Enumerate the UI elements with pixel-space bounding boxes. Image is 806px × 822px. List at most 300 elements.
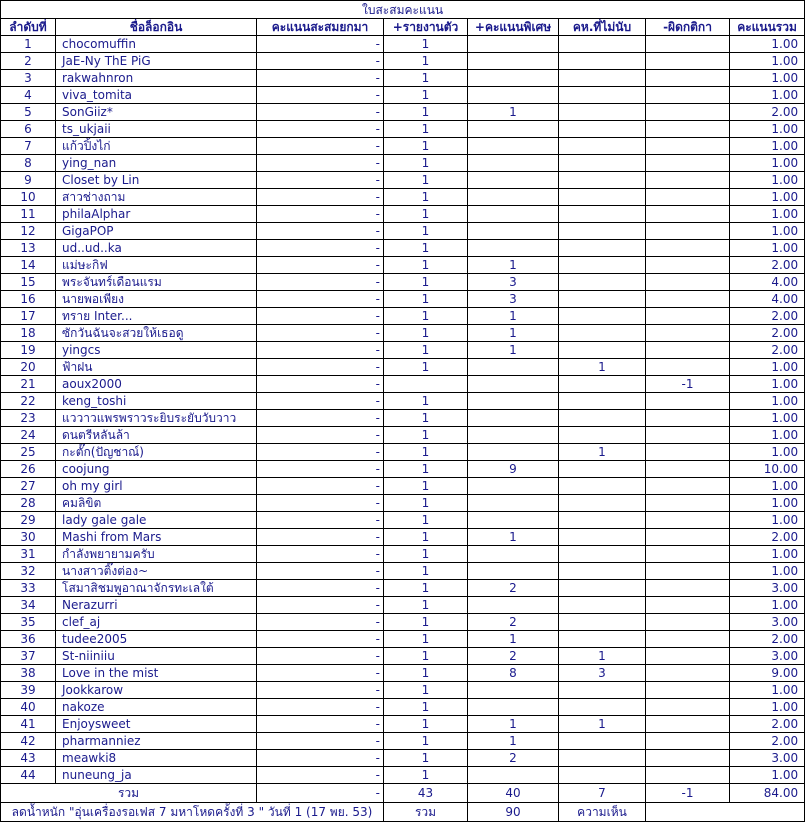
bonus-cell bbox=[468, 410, 559, 427]
carried-score-cell: - bbox=[257, 427, 384, 444]
header-bonus: +คะแนนพิเศษ bbox=[468, 19, 559, 36]
carried-score-cell: - bbox=[257, 461, 384, 478]
penalty-cell bbox=[646, 189, 730, 206]
login-name-cell: ดนตรีหลันล้า bbox=[56, 427, 257, 444]
carried-score-cell: - bbox=[257, 53, 384, 70]
rank-cell: 7 bbox=[1, 138, 56, 155]
bonus-cell: 1 bbox=[468, 257, 559, 274]
table-row bbox=[1, 444, 805, 461]
login-name-cell: โสมาสิชมพูอาณาจักรทะเลใต้ bbox=[56, 580, 257, 597]
rank-cell: 15 bbox=[1, 274, 56, 291]
report-cell: 1 bbox=[384, 682, 468, 699]
total-cell: 2.00 bbox=[730, 104, 805, 121]
rank-cell: 12 bbox=[1, 223, 56, 240]
table-row bbox=[1, 614, 805, 631]
total-cell: 4.00 bbox=[730, 291, 805, 308]
not-counted-cell bbox=[559, 614, 646, 631]
carried-score-cell: - bbox=[257, 274, 384, 291]
not-counted-cell bbox=[559, 461, 646, 478]
not-counted-cell bbox=[559, 53, 646, 70]
total-cell: 1.00 bbox=[730, 36, 805, 53]
carried-score-cell: - bbox=[257, 155, 384, 172]
carried-score-cell: - bbox=[257, 240, 384, 257]
header-penalty: -ผิดกติกา bbox=[646, 19, 730, 36]
table-row bbox=[1, 461, 805, 478]
penalty-cell bbox=[646, 138, 730, 155]
report-cell: 1 bbox=[384, 53, 468, 70]
total-cell: 1.00 bbox=[730, 189, 805, 206]
login-name-cell: นายพอเพียง bbox=[56, 291, 257, 308]
not-counted-cell bbox=[559, 36, 646, 53]
carried-score-cell: - bbox=[257, 614, 384, 631]
rank-cell: 28 bbox=[1, 495, 56, 512]
login-name-cell: yingcs bbox=[56, 342, 257, 359]
penalty-cell bbox=[646, 155, 730, 172]
table-row bbox=[1, 733, 805, 750]
rank-cell: 21 bbox=[1, 376, 56, 393]
not-counted-cell bbox=[559, 189, 646, 206]
not-counted-cell bbox=[559, 393, 646, 410]
not-counted-cell bbox=[559, 155, 646, 172]
login-name-cell: meawki8 bbox=[56, 750, 257, 767]
penalty-cell bbox=[646, 206, 730, 223]
bonus-cell: 1 bbox=[468, 104, 559, 121]
penalty-cell bbox=[646, 104, 730, 121]
penalty-cell bbox=[646, 393, 730, 410]
carried-score-cell: - bbox=[257, 580, 384, 597]
not-counted-cell bbox=[559, 376, 646, 393]
table-row bbox=[1, 257, 805, 274]
header-total: คะแนนรวม bbox=[730, 19, 805, 36]
table-row bbox=[1, 70, 805, 87]
carried-score-cell: - bbox=[257, 206, 384, 223]
bonus-cell: 2 bbox=[468, 580, 559, 597]
title-row bbox=[1, 1, 805, 19]
bonus-cell bbox=[468, 376, 559, 393]
bonus-cell bbox=[468, 138, 559, 155]
carried-score-cell: - bbox=[257, 631, 384, 648]
rank-cell: 16 bbox=[1, 291, 56, 308]
report-cell: 1 bbox=[384, 750, 468, 767]
report-cell bbox=[384, 376, 468, 393]
total-cell: 1.00 bbox=[730, 70, 805, 87]
penalty-cell bbox=[646, 36, 730, 53]
carried-score-cell: - bbox=[257, 104, 384, 121]
table-row bbox=[1, 206, 805, 223]
not-counted-cell bbox=[559, 529, 646, 546]
rank-cell: 44 bbox=[1, 767, 56, 784]
penalty-cell bbox=[646, 308, 730, 325]
footer-sum-value: 90 bbox=[468, 803, 559, 822]
report-cell: 1 bbox=[384, 87, 468, 104]
table-row bbox=[1, 121, 805, 138]
carried-score-cell: - bbox=[257, 563, 384, 580]
not-counted-cell bbox=[559, 427, 646, 444]
carried-score-cell: - bbox=[257, 665, 384, 682]
login-name-cell: ying_nan bbox=[56, 155, 257, 172]
rank-cell: 34 bbox=[1, 597, 56, 614]
total-cell: 9.00 bbox=[730, 665, 805, 682]
report-cell: 1 bbox=[384, 240, 468, 257]
bonus-cell bbox=[468, 444, 559, 461]
table-row bbox=[1, 699, 805, 716]
not-counted-cell bbox=[559, 495, 646, 512]
report-cell: 1 bbox=[384, 495, 468, 512]
rank-cell: 29 bbox=[1, 512, 56, 529]
table-row bbox=[1, 495, 805, 512]
table-row bbox=[1, 376, 805, 393]
totals-not-counted: 7 bbox=[559, 784, 646, 803]
footer-comment-label: ความเห็น bbox=[559, 803, 646, 822]
total-cell: 1.00 bbox=[730, 376, 805, 393]
login-name-cell: ud..ud..ka bbox=[56, 240, 257, 257]
total-cell: 1.00 bbox=[730, 597, 805, 614]
penalty-cell bbox=[646, 563, 730, 580]
not-counted-cell: 1 bbox=[559, 716, 646, 733]
table-row bbox=[1, 478, 805, 495]
total-cell: 1.00 bbox=[730, 546, 805, 563]
login-name-cell: St-niiniiu bbox=[56, 648, 257, 665]
penalty-cell bbox=[646, 597, 730, 614]
penalty-cell bbox=[646, 682, 730, 699]
report-cell: 1 bbox=[384, 631, 468, 648]
bonus-cell: 8 bbox=[468, 665, 559, 682]
rank-cell: 14 bbox=[1, 257, 56, 274]
report-cell: 1 bbox=[384, 444, 468, 461]
rank-cell: 8 bbox=[1, 155, 56, 172]
login-name-cell: คมลิขิต bbox=[56, 495, 257, 512]
totals-row bbox=[1, 784, 805, 803]
not-counted-cell bbox=[559, 682, 646, 699]
table-row bbox=[1, 138, 805, 155]
total-cell: 3.00 bbox=[730, 750, 805, 767]
rank-cell: 30 bbox=[1, 529, 56, 546]
table-row bbox=[1, 172, 805, 189]
carried-score-cell: - bbox=[257, 138, 384, 155]
rank-cell: 24 bbox=[1, 427, 56, 444]
rank-cell: 5 bbox=[1, 104, 56, 121]
not-counted-cell bbox=[559, 70, 646, 87]
report-cell: 1 bbox=[384, 189, 468, 206]
bonus-cell bbox=[468, 155, 559, 172]
not-counted-cell bbox=[559, 206, 646, 223]
table-row bbox=[1, 750, 805, 767]
bonus-cell bbox=[468, 546, 559, 563]
carried-score-cell: - bbox=[257, 444, 384, 461]
report-cell: 1 bbox=[384, 36, 468, 53]
penalty-cell bbox=[646, 223, 730, 240]
total-cell: 3.00 bbox=[730, 614, 805, 631]
penalty-cell bbox=[646, 325, 730, 342]
table-row bbox=[1, 682, 805, 699]
login-name-cell: พระจันทร์เดือนแรม bbox=[56, 274, 257, 291]
report-cell: 1 bbox=[384, 563, 468, 580]
carried-score-cell: - bbox=[257, 546, 384, 563]
not-counted-cell bbox=[559, 478, 646, 495]
total-cell: 2.00 bbox=[730, 257, 805, 274]
header-report: +รายงานตัว bbox=[384, 19, 468, 36]
table-row bbox=[1, 308, 805, 325]
not-counted-cell bbox=[559, 699, 646, 716]
login-name-cell: clef_aj bbox=[56, 614, 257, 631]
login-name-cell: Jookkarow bbox=[56, 682, 257, 699]
report-cell: 1 bbox=[384, 410, 468, 427]
table-row bbox=[1, 512, 805, 529]
report-cell: 1 bbox=[384, 325, 468, 342]
carried-score-cell: - bbox=[257, 478, 384, 495]
rank-cell: 40 bbox=[1, 699, 56, 716]
carried-score-cell: - bbox=[257, 36, 384, 53]
total-cell: 2.00 bbox=[730, 529, 805, 546]
login-name-cell: แก้วปิ้งไก่ bbox=[56, 138, 257, 155]
rank-cell: 26 bbox=[1, 461, 56, 478]
carried-score-cell: - bbox=[257, 767, 384, 784]
penalty-cell bbox=[646, 699, 730, 716]
table-row bbox=[1, 189, 805, 206]
rank-cell: 18 bbox=[1, 325, 56, 342]
bonus-cell: 2 bbox=[468, 648, 559, 665]
carried-score-cell: - bbox=[257, 699, 384, 716]
total-cell: 2.00 bbox=[730, 342, 805, 359]
login-name-cell: chocomuffin bbox=[56, 36, 257, 53]
bonus-cell bbox=[468, 393, 559, 410]
carried-score-cell: - bbox=[257, 325, 384, 342]
table-row bbox=[1, 546, 805, 563]
table-row bbox=[1, 767, 805, 784]
login-name-cell: oh my girl bbox=[56, 478, 257, 495]
penalty-cell bbox=[646, 70, 730, 87]
carried-score-cell: - bbox=[257, 359, 384, 376]
not-counted-cell bbox=[559, 410, 646, 427]
login-name-cell: ts_ukjaii bbox=[56, 121, 257, 138]
not-counted-cell bbox=[559, 240, 646, 257]
login-name-cell: Closet by Lin bbox=[56, 172, 257, 189]
total-cell: 1.00 bbox=[730, 240, 805, 257]
login-name-cell: lady gale gale bbox=[56, 512, 257, 529]
carried-score-cell: - bbox=[257, 257, 384, 274]
total-cell: 1.00 bbox=[730, 495, 805, 512]
report-cell: 1 bbox=[384, 529, 468, 546]
report-cell: 1 bbox=[384, 546, 468, 563]
table-row bbox=[1, 665, 805, 682]
footer-note: ลดน้ำหนัก "อุ่นเครื่องรอเฟส 7 มหาโหดครั้งที่ 3 " วันที่ 1 (17 พย. 53) bbox=[1, 803, 384, 822]
rank-cell: 39 bbox=[1, 682, 56, 699]
login-name-cell: กำลังพยายามครับ bbox=[56, 546, 257, 563]
rank-cell: 32 bbox=[1, 563, 56, 580]
rank-cell: 22 bbox=[1, 393, 56, 410]
login-name-cell: keng_toshi bbox=[56, 393, 257, 410]
table-row bbox=[1, 87, 805, 104]
login-name-cell: Love in the mist bbox=[56, 665, 257, 682]
total-cell: 1.00 bbox=[730, 223, 805, 240]
total-cell: 1.00 bbox=[730, 87, 805, 104]
table-row bbox=[1, 410, 805, 427]
report-cell: 1 bbox=[384, 257, 468, 274]
login-name-cell: แม่ษะกิฟ bbox=[56, 257, 257, 274]
carried-score-cell: - bbox=[257, 597, 384, 614]
table-row bbox=[1, 716, 805, 733]
not-counted-cell bbox=[559, 223, 646, 240]
login-name-cell: นางสาวติ๊งต่อง~ bbox=[56, 563, 257, 580]
login-name-cell: viva_tomita bbox=[56, 87, 257, 104]
total-cell: 2.00 bbox=[730, 308, 805, 325]
login-name-cell: tudee2005 bbox=[56, 631, 257, 648]
report-cell: 1 bbox=[384, 138, 468, 155]
report-cell: 1 bbox=[384, 580, 468, 597]
rank-cell: 41 bbox=[1, 716, 56, 733]
not-counted-cell bbox=[559, 580, 646, 597]
not-counted-cell bbox=[559, 291, 646, 308]
bonus-cell bbox=[468, 121, 559, 138]
header-carried-score: คะแนนสะสมยกมา bbox=[257, 19, 384, 36]
login-name-cell: aoux2000 bbox=[56, 376, 257, 393]
total-cell: 3.00 bbox=[730, 648, 805, 665]
carried-score-cell: - bbox=[257, 512, 384, 529]
penalty-cell bbox=[646, 427, 730, 444]
login-name-cell: JaE-Ny ThE PiG bbox=[56, 53, 257, 70]
penalty-cell bbox=[646, 240, 730, 257]
not-counted-cell bbox=[559, 138, 646, 155]
penalty-cell bbox=[646, 172, 730, 189]
carried-score-cell: - bbox=[257, 87, 384, 104]
bonus-cell: 3 bbox=[468, 291, 559, 308]
table-row bbox=[1, 240, 805, 257]
rank-cell: 9 bbox=[1, 172, 56, 189]
penalty-cell bbox=[646, 767, 730, 784]
bonus-cell bbox=[468, 478, 559, 495]
table-row bbox=[1, 529, 805, 546]
totals-carry: - bbox=[257, 784, 384, 803]
not-counted-cell bbox=[559, 104, 646, 121]
total-cell: 1.00 bbox=[730, 699, 805, 716]
not-counted-cell bbox=[559, 308, 646, 325]
penalty-cell bbox=[646, 750, 730, 767]
bonus-cell bbox=[468, 223, 559, 240]
not-counted-cell bbox=[559, 597, 646, 614]
not-counted-cell bbox=[559, 172, 646, 189]
rank-cell: 37 bbox=[1, 648, 56, 665]
report-cell: 1 bbox=[384, 393, 468, 410]
report-cell: 1 bbox=[384, 206, 468, 223]
carried-score-cell: - bbox=[257, 121, 384, 138]
total-cell: 1.00 bbox=[730, 682, 805, 699]
total-cell: 1.00 bbox=[730, 410, 805, 427]
login-name-cell: SonGiiz* bbox=[56, 104, 257, 121]
not-counted-cell bbox=[559, 631, 646, 648]
bonus-cell bbox=[468, 427, 559, 444]
carried-score-cell: - bbox=[257, 410, 384, 427]
table-row bbox=[1, 274, 805, 291]
total-cell: 2.00 bbox=[730, 733, 805, 750]
report-cell: 1 bbox=[384, 172, 468, 189]
carried-score-cell: - bbox=[257, 342, 384, 359]
penalty-cell bbox=[646, 580, 730, 597]
not-counted-cell: 3 bbox=[559, 665, 646, 682]
login-name-cell: nuneung_ja bbox=[56, 767, 257, 784]
report-cell: 1 bbox=[384, 70, 468, 87]
report-cell: 1 bbox=[384, 461, 468, 478]
report-cell: 1 bbox=[384, 648, 468, 665]
login-name-cell: กะตั๊ก(ปัญชาณ์) bbox=[56, 444, 257, 461]
bonus-cell: 1 bbox=[468, 631, 559, 648]
penalty-cell bbox=[646, 529, 730, 546]
bonus-cell bbox=[468, 172, 559, 189]
rank-cell: 6 bbox=[1, 121, 56, 138]
report-cell: 1 bbox=[384, 155, 468, 172]
penalty-cell bbox=[646, 631, 730, 648]
total-cell: 1.00 bbox=[730, 512, 805, 529]
rank-cell: 20 bbox=[1, 359, 56, 376]
total-cell: 1.00 bbox=[730, 121, 805, 138]
login-name-cell: philaAlphar bbox=[56, 206, 257, 223]
table-row bbox=[1, 648, 805, 665]
login-name-cell: pharmanniez bbox=[56, 733, 257, 750]
total-cell: 10.00 bbox=[730, 461, 805, 478]
table-row bbox=[1, 223, 805, 240]
rank-cell: 19 bbox=[1, 342, 56, 359]
total-cell: 1.00 bbox=[730, 359, 805, 376]
penalty-cell bbox=[646, 614, 730, 631]
header-row bbox=[1, 19, 805, 36]
not-counted-cell bbox=[559, 750, 646, 767]
totals-report: 43 bbox=[384, 784, 468, 803]
total-cell: 1.00 bbox=[730, 155, 805, 172]
header-rank: ลำดับที่ bbox=[1, 19, 56, 36]
rank-cell: 38 bbox=[1, 665, 56, 682]
table-row bbox=[1, 104, 805, 121]
login-name-cell: Mashi from Mars bbox=[56, 529, 257, 546]
report-cell: 1 bbox=[384, 512, 468, 529]
total-cell: 2.00 bbox=[730, 716, 805, 733]
rank-cell: 4 bbox=[1, 87, 56, 104]
carried-score-cell: - bbox=[257, 393, 384, 410]
rank-cell: 43 bbox=[1, 750, 56, 767]
table-row bbox=[1, 325, 805, 342]
total-cell: 1.00 bbox=[730, 206, 805, 223]
bonus-cell bbox=[468, 87, 559, 104]
rank-cell: 33 bbox=[1, 580, 56, 597]
totals-label: รวม bbox=[1, 784, 257, 803]
penalty-cell bbox=[646, 512, 730, 529]
rank-cell: 42 bbox=[1, 733, 56, 750]
not-counted-cell bbox=[559, 733, 646, 750]
carried-score-cell: - bbox=[257, 291, 384, 308]
bonus-cell: 1 bbox=[468, 325, 559, 342]
carried-score-cell: - bbox=[257, 308, 384, 325]
bonus-cell: 3 bbox=[468, 274, 559, 291]
totals-total: 84.00 bbox=[730, 784, 805, 803]
bonus-cell: 2 bbox=[468, 614, 559, 631]
report-cell: 1 bbox=[384, 308, 468, 325]
login-name-cell: ซักวันฉันจะสวยให้เธอดู bbox=[56, 325, 257, 342]
login-name-cell: ฟ้าฝน bbox=[56, 359, 257, 376]
bonus-cell bbox=[468, 563, 559, 580]
bonus-cell: 2 bbox=[468, 750, 559, 767]
table-row bbox=[1, 631, 805, 648]
bonus-cell bbox=[468, 512, 559, 529]
rank-cell: 17 bbox=[1, 308, 56, 325]
rank-cell: 13 bbox=[1, 240, 56, 257]
bonus-cell bbox=[468, 767, 559, 784]
carried-score-cell: - bbox=[257, 495, 384, 512]
table-row bbox=[1, 563, 805, 580]
not-counted-cell: 1 bbox=[559, 359, 646, 376]
not-counted-cell bbox=[559, 274, 646, 291]
penalty-cell bbox=[646, 87, 730, 104]
total-cell: 1.00 bbox=[730, 478, 805, 495]
bonus-cell: 1 bbox=[468, 342, 559, 359]
bonus-cell bbox=[468, 189, 559, 206]
